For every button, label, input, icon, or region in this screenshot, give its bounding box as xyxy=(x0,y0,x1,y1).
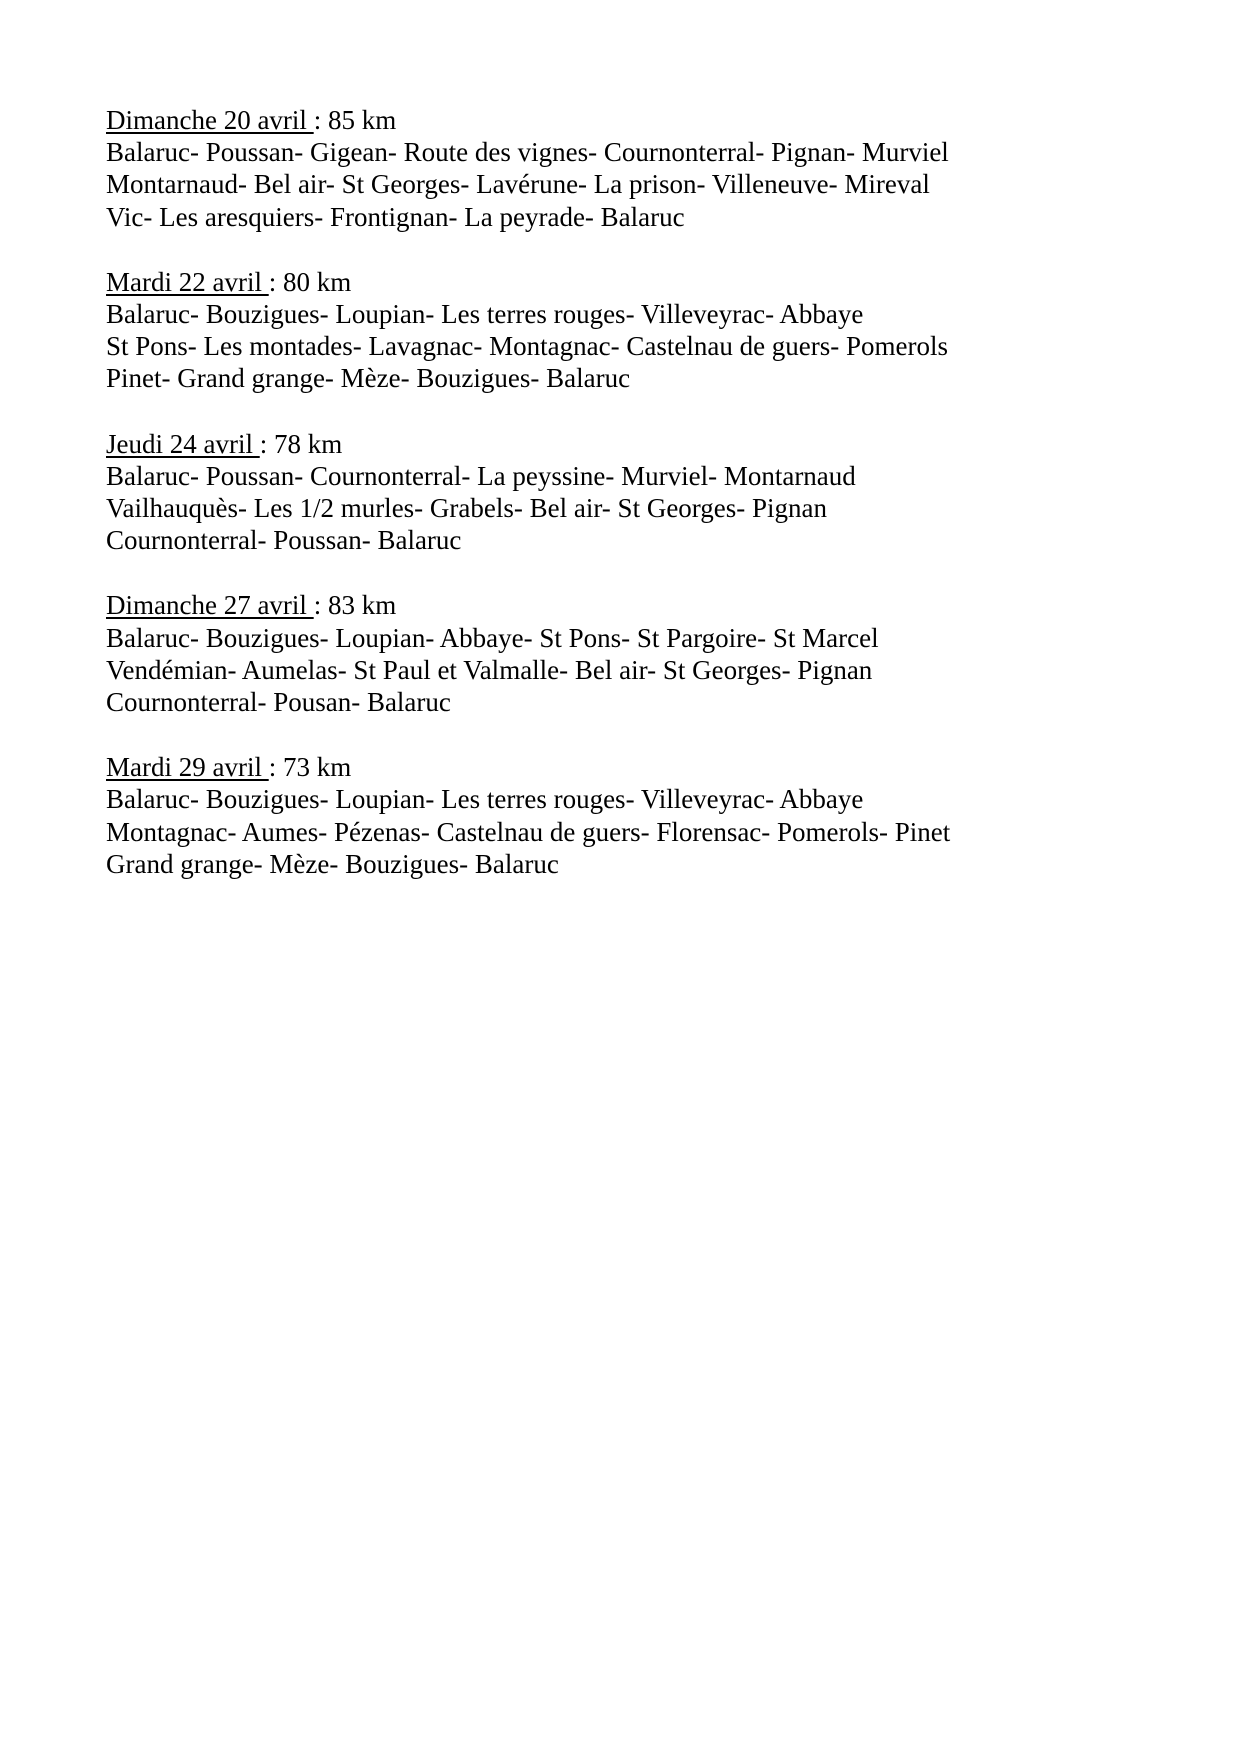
ride-date: Jeudi 24 avril xyxy=(106,428,260,459)
ride-heading xyxy=(106,751,1146,783)
ride-entry xyxy=(106,751,1146,880)
route-line: Balaruc- Poussan- Gigean- Route des vignes- Cournonterral- Pignan- Murviel xyxy=(106,137,949,168)
route-line: Balaruc- Bouzigues- Loupian- Les terres rouges- Villeveyrac- Abbaye xyxy=(106,299,864,330)
ride-heading xyxy=(106,428,1146,460)
ride-date: Dimanche 27 avril xyxy=(106,590,314,621)
ride-distance: : 85 km xyxy=(313,105,397,135)
ride-entry xyxy=(106,104,1146,233)
route-line: Cournonterral- Poussan- Balaruc xyxy=(106,525,462,556)
route-line: Pinet- Grand grange- Mèze- Bouzigues- Balaruc xyxy=(106,363,631,394)
ride-entry xyxy=(106,266,1146,395)
ride-heading xyxy=(106,589,1146,621)
ride-entry xyxy=(106,428,1146,557)
route-line: Cournonterral- Pousan- Balaruc xyxy=(106,687,451,718)
ride-distance: : 78 km xyxy=(259,428,343,459)
route-line: Montagnac- Aumes- Pézenas- Castelnau de guers- Florensac- Pomerols- Pinet xyxy=(106,816,951,847)
ride-distance: : 83 km xyxy=(313,590,397,621)
route-line: Grand grange- Mèze- Bouzigues- Balaruc xyxy=(106,848,559,879)
route-line: St Pons- Les montades- Lavagnac- Montagnac- Castelnau de guers- Pomerols xyxy=(106,331,949,362)
ride-date: Mardi 22 avril xyxy=(106,266,269,297)
document-page xyxy=(106,104,1146,913)
ride-distance: : 73 km xyxy=(268,752,352,783)
route-line: Balaruc- Bouzigues- Loupian- Abbaye- St Pons- St Pargoire- St Marcel xyxy=(106,622,879,653)
ride-distance: : 80 km xyxy=(268,266,352,297)
ride-date: Mardi 29 avril xyxy=(106,752,269,783)
ride-heading xyxy=(106,266,1146,298)
route-line: Balaruc- Bouzigues- Loupian- Les terres rouges- Villeveyrac- Abbaye xyxy=(106,784,864,815)
route-line: Vendémian- Aumelas- St Paul et Valmalle- Bel air- St Georges- Pignan xyxy=(106,654,873,685)
route-line: Balaruc- Poussan- Cournonterral- La peyssine- Murviel- Montarnaud xyxy=(106,460,856,491)
route-line: Vic- Les aresquiers- Frontignan- La peyrade- Balaruc xyxy=(106,201,685,232)
ride-heading xyxy=(106,104,1146,136)
ride-entry xyxy=(106,589,1146,718)
route-line: Vailhauquès- Les 1/2 murles- Grabels- Bel air- St Georges- Pignan xyxy=(106,493,828,524)
route-line: Montarnaud- Bel air- St Georges- Lavérune- La prison- Villeneuve- Mireval xyxy=(106,169,930,200)
ride-date: Dimanche 20 avril xyxy=(106,105,314,135)
